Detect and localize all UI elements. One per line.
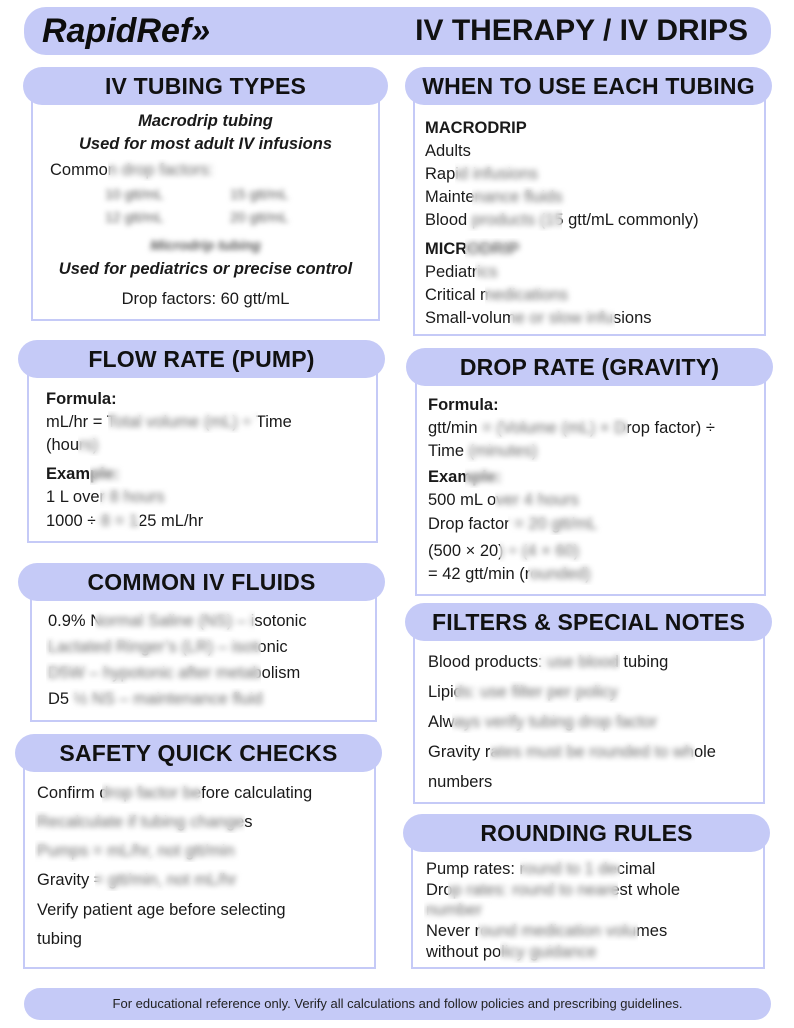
blur-overlay <box>455 163 565 185</box>
common-fluids-header: COMMON IV FLUIDS <box>18 563 385 601</box>
drop-example-line: 500 mL over 4 hours <box>428 491 579 509</box>
when-to-use-header: WHEN TO USE EACH TUBING <box>405 67 772 105</box>
blur-overlay <box>452 711 702 733</box>
blur-overlay <box>448 879 618 901</box>
drop-factor-item: 15 gtt/mL <box>230 186 289 202</box>
blur-overlay <box>35 840 260 862</box>
microdrip-heading: MICRODRIP <box>425 240 520 258</box>
blur-overlay <box>108 411 258 433</box>
when-item: Blood products (15 gtt/mL commonly) <box>425 211 699 229</box>
safety-item: Gravity = gtt/min, not mL/hr <box>37 871 237 889</box>
filter-item: Gravity rates must be rounded to whole <box>428 743 716 761</box>
fluid-item: D5W – hypotonic after metabolism <box>48 664 301 682</box>
safety-item: tubing <box>37 930 82 948</box>
fluid-item: D5 ½ NS – maintenance fluid <box>48 690 263 708</box>
blur-overlay <box>467 209 562 231</box>
blur-overlay <box>90 463 130 485</box>
microdrip-subtitle: Used for pediatrics or precise control <box>58 260 353 278</box>
brand-logo: RapidRef» <box>42 12 211 50</box>
blur-overlay <box>35 811 245 833</box>
blur-overlay <box>528 563 618 585</box>
microdrip-factor: Drop factors: 60 gtt/mL <box>121 290 290 308</box>
when-item: Small-volume or slow infusions <box>425 309 652 327</box>
blur-overlay <box>490 741 695 763</box>
flow-formula-line: mL/hr = Total volume (mL) ÷ Time <box>46 413 292 431</box>
rounding-item: Drop rates: round to nearest whole <box>426 881 681 899</box>
rounding-header: ROUNDING RULES <box>403 814 770 852</box>
blur-overlay <box>485 284 595 306</box>
safety-header: SAFETY QUICK CHECKS <box>15 734 382 772</box>
filter-item: Lipids: use filter per policy <box>428 683 618 701</box>
blur-overlay <box>472 186 572 208</box>
drop-formula-line: gtt/min = (Volume (mL) × Drop factor) ÷ <box>428 419 715 437</box>
flow-example-line: 1000 ÷ 8 = 125 mL/hr <box>46 512 204 530</box>
filter-item: Always verify tubing drop factor <box>428 713 658 731</box>
blur-overlay <box>100 486 190 508</box>
drop-formula-line: Time (minutes) <box>428 442 538 460</box>
drop-example-line: = 42 gtt/min (rounded) <box>428 565 591 583</box>
blur-overlay <box>520 858 620 880</box>
filter-item: numbers <box>428 773 493 791</box>
blur-overlay <box>70 688 290 710</box>
blur-overlay <box>95 869 245 891</box>
when-item: Adults <box>425 142 471 160</box>
blur-overlay <box>46 662 261 684</box>
blur-overlay <box>508 513 628 535</box>
blur-overlay <box>500 540 595 562</box>
drop-factor-item: 12 gtt/mL <box>105 209 164 225</box>
when-item: Critical medications <box>425 286 569 304</box>
flow-example-line: 1 L over 8 hours <box>46 488 165 506</box>
macrodrip-heading: MACRODRIP <box>425 119 527 137</box>
drop-factor-item: 20 gtt/mL <box>230 209 289 225</box>
blur-overlay <box>465 238 555 260</box>
formula-label: Formula: <box>428 396 499 414</box>
rounding-item: number <box>426 901 482 919</box>
flow-rate-header: FLOW RATE (PUMP) <box>18 340 385 378</box>
microdrip-title: Microdrip tubing <box>150 237 261 253</box>
rounding-item: Never round medication volumes <box>426 922 668 940</box>
blur-overlay <box>500 941 630 963</box>
blur-overlay <box>465 440 555 462</box>
footer-disclaimer: For educational reference only. Verify all calculations and follow policies and prescribing guidelines. <box>112 996 683 1011</box>
when-item: Pediatrics <box>425 263 498 281</box>
rounding-item: Pump rates: round to 1 decimal <box>426 860 656 878</box>
filters-header: FILTERS & SPECIAL NOTES <box>405 603 772 641</box>
blur-overlay <box>495 489 605 511</box>
page-title: IV THERAPY / IV DRIPS <box>415 14 748 47</box>
when-item: Maintenance fluids <box>425 188 563 206</box>
drop-rate-header: DROP RATE (GRAVITY) <box>406 348 773 386</box>
drop-example-line: (500 × 20) ÷ (4 × 60) <box>428 542 580 560</box>
macrodrip-subtitle: Used for most adult IV infusions <box>78 135 333 153</box>
safety-item: Verify patient age before selecting <box>37 901 286 919</box>
fluid-item: 0.9% Normal Saline (NS) – isotonic <box>48 612 307 630</box>
filter-item: Blood products: use blood tubing <box>428 653 669 671</box>
fluid-item: Lactated Ringer’s (LR) – isotonic <box>48 638 288 656</box>
common-drop-label: Common drop factors: <box>50 161 214 179</box>
macrodrip-title: Macrodrip tubing <box>138 112 273 130</box>
blur-overlay <box>540 651 620 673</box>
when-item: Rapid infusions <box>425 165 538 183</box>
blur-overlay <box>424 899 494 921</box>
safety-item: Pumps = mL/hr, not gtt/min <box>37 842 235 860</box>
formula-label: Formula: <box>46 390 117 408</box>
safety-item: Confirm drop factor before calculating <box>37 784 313 802</box>
tubing-types-header: IV TUBING TYPES <box>23 67 388 105</box>
blur-overlay <box>46 636 261 658</box>
blur-overlay <box>510 307 615 329</box>
blur-overlay <box>478 920 638 942</box>
rounding-item: without policy guidance <box>426 943 597 961</box>
blur-overlay <box>465 466 515 488</box>
blur-overlay <box>108 159 248 181</box>
blur-overlay <box>102 782 202 804</box>
blur-overlay <box>478 417 628 439</box>
flow-formula-line: (hours) <box>46 436 99 454</box>
blur-overlay <box>455 681 655 703</box>
blur-overlay <box>95 510 140 532</box>
example-label: Example: <box>428 468 502 486</box>
drop-example-line: Drop factor = 20 gtt/mL <box>428 515 598 533</box>
blur-overlay <box>475 261 545 283</box>
blur-overlay <box>78 434 118 456</box>
example-label: Example: <box>46 465 120 483</box>
drop-factor-item: 10 gtt/mL <box>105 186 164 202</box>
safety-item: Recalculate if tubing changes <box>37 813 253 831</box>
blur-overlay <box>95 610 255 632</box>
